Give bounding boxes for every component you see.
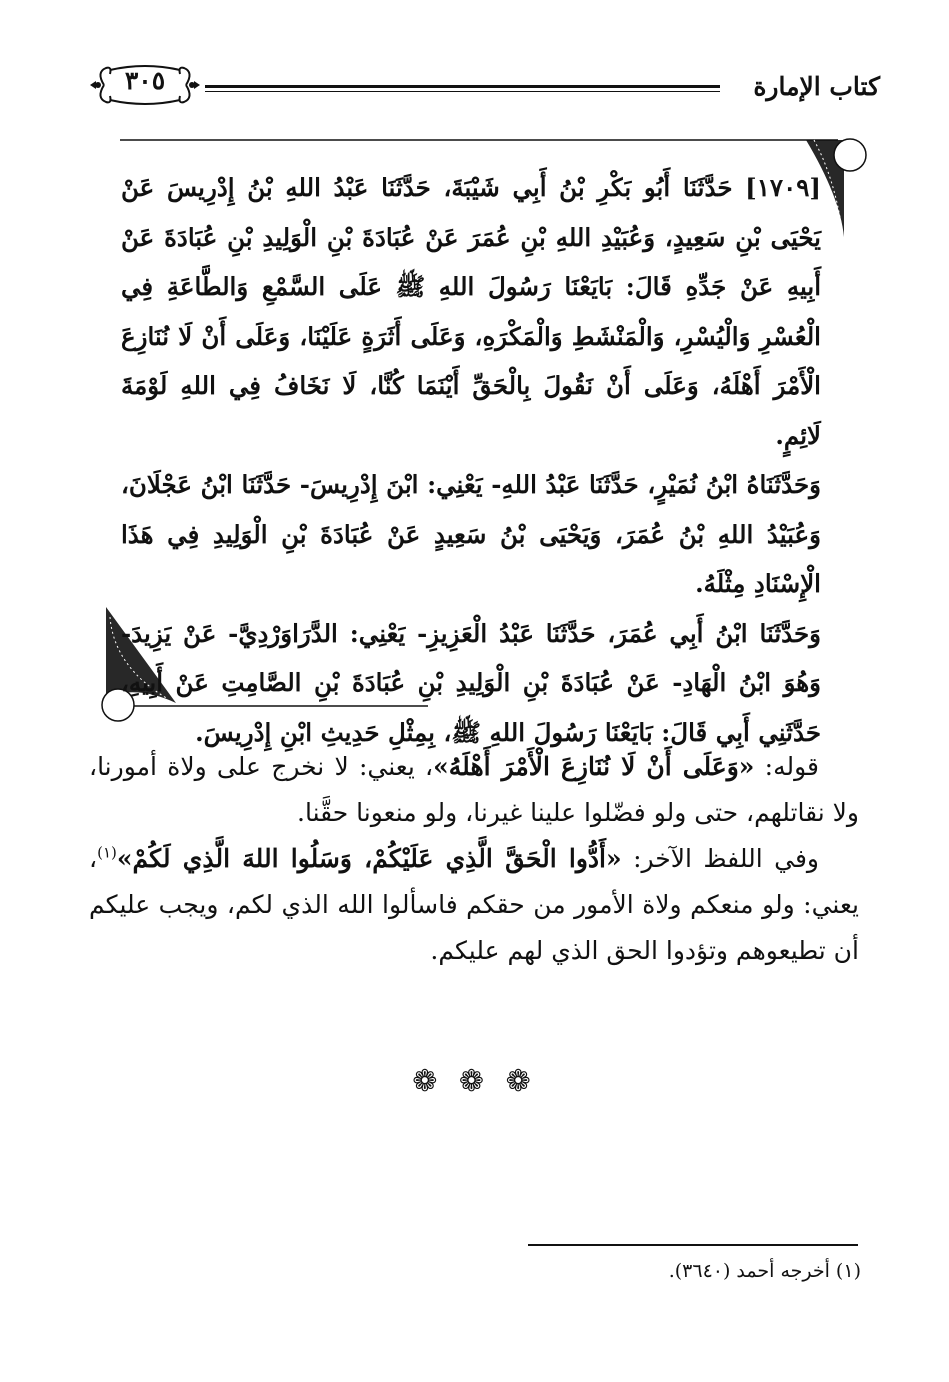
footnote: (١) أخرجه أحمد (٣٦٤٠). [668, 1260, 861, 1282]
page-header [90, 52, 880, 116]
section-separator: ❁ ❁ ❁ [412, 1064, 537, 1099]
hadith-paragraph: [١٧٠٩] حَدَّثَنَا أَبُو بَكْرِ بْنُ أَبِي شَيْبَةَ، حَدَّثَنَا عَبْدُ اللهِ بْنُ إِدْرِيسَ عَنْ يَحْيَى بْنِ سَعِيدٍ، وَعُبَيْدِ اللهِ بْنِ عُمَرَ عَنْ عُبَادَةَ بْنِ الْوَلِيدِ بْنِ عُبَادَةَ عَنْ أَبِيهِ عَنْ جَدِّهِ قَالَ: بَايَعْنَا رَسُولَ اللهِ ﷺ عَلَى السَّمْعِ وَالطَّاعَةِ فِي الْعُسْرِ وَالْيُسْرِ، وَالْمَنْشَطِ وَالْمَكْرَهِ، وَعَلَى أَثَرَةٍ عَلَيْنَا، وَعَلَى أَنْ لَا نُنَازِعَ الْأَمْرَ أَهْلَهُ، وَعَلَى أَنْ نَقُولَ بِالْحَقِّ أَيْنَمَا كُنَّا، لَا نَخَافُ فِي اللهِ لَوْمَةَ لَائِمٍ. [121, 173, 821, 450]
footnote-rule [528, 1244, 858, 1246]
hadith-paragraph: وَحَدَّثَنَاهُ ابْنُ نُمَيْرٍ، حَدَّثَنَا عَبْدُ اللهِ- يَعْنِي: ابْنَ إِدْرِيسَ- حَدَّثَنَا ابْنُ عَجْلَانَ، وَعُبَيْدُ اللهِ بْنُ عُمَرَ، وَيَحْيَى بْنُ سَعِيدٍ عَنْ عُبَادَةَ بْنِ الْوَلِيدِ فِي هَذَا الْإِسْنَادِ مِثْلَهُ. [121, 470, 821, 598]
header-rule [205, 85, 720, 88]
commentary-paragraph [89, 744, 859, 836]
commentary [89, 744, 859, 974]
commentary-text: قوله: [754, 752, 819, 781]
footnote-marker[interactable]: (١) [97, 843, 117, 862]
commentary-text: ، يعني: ولو منعكم ولاة الأمور من حقكم فاسألوا الله الذي لكم، ويجب عليكم أن تطيعوهم وتؤدوا الحق الذي لهم عليكم. [89, 844, 859, 965]
page-number: ٣٠٥ [124, 66, 166, 95]
header-rule-thin [205, 91, 720, 92]
commentary-paragraph [89, 836, 859, 974]
quoted-phrase: «وَعَلَى أَنْ لَا نُنَازِعَ الْأَمْرَ أَهْلَهُ» [433, 752, 755, 781]
quoted-phrase: «أَدُّوا الْحَقَّ الَّذِي عَلَيْكُمْ، وَسَلُوا اللهَ الَّذِي لَكُمْ» [116, 844, 622, 873]
hadith-text [121, 163, 821, 757]
commentary-text: ، يعني: لا نخرج على ولاة أمورنا، ولا نقاتلهم، حتى ولو فضّلوا علينا غيرنا، ولو منعونا حقَّنا. [89, 752, 859, 827]
commentary-text: وفي اللفظ الآخر: [621, 844, 819, 873]
hadith-paragraph: وَحَدَّثَنَا ابْنُ أَبِي عُمَرَ، حَدَّثَنَا عَبْدُ الْعَزِيزِ- يَعْنِي: الدَّرَاوَرْدِيَّ- عَنْ يَزِيدَ- وَهُوَ ابْنُ الْهَادِ- عَنْ عُبَادَةَ بْنِ الْوَلِيدِ بْنِ عُبَادَةَ بْنِ الصَّامِتِ عَنْ أَبِيهِ، حَدَّثَنِي أَبِي قَالَ: بَايَعْنَا رَسُولَ اللهِ ﷺ، بِمِثْلِ حَدِيثِ ابْنِ إِدْرِيسَ. [121, 618, 821, 747]
running-title: كتاب الإمارة [753, 72, 880, 101]
